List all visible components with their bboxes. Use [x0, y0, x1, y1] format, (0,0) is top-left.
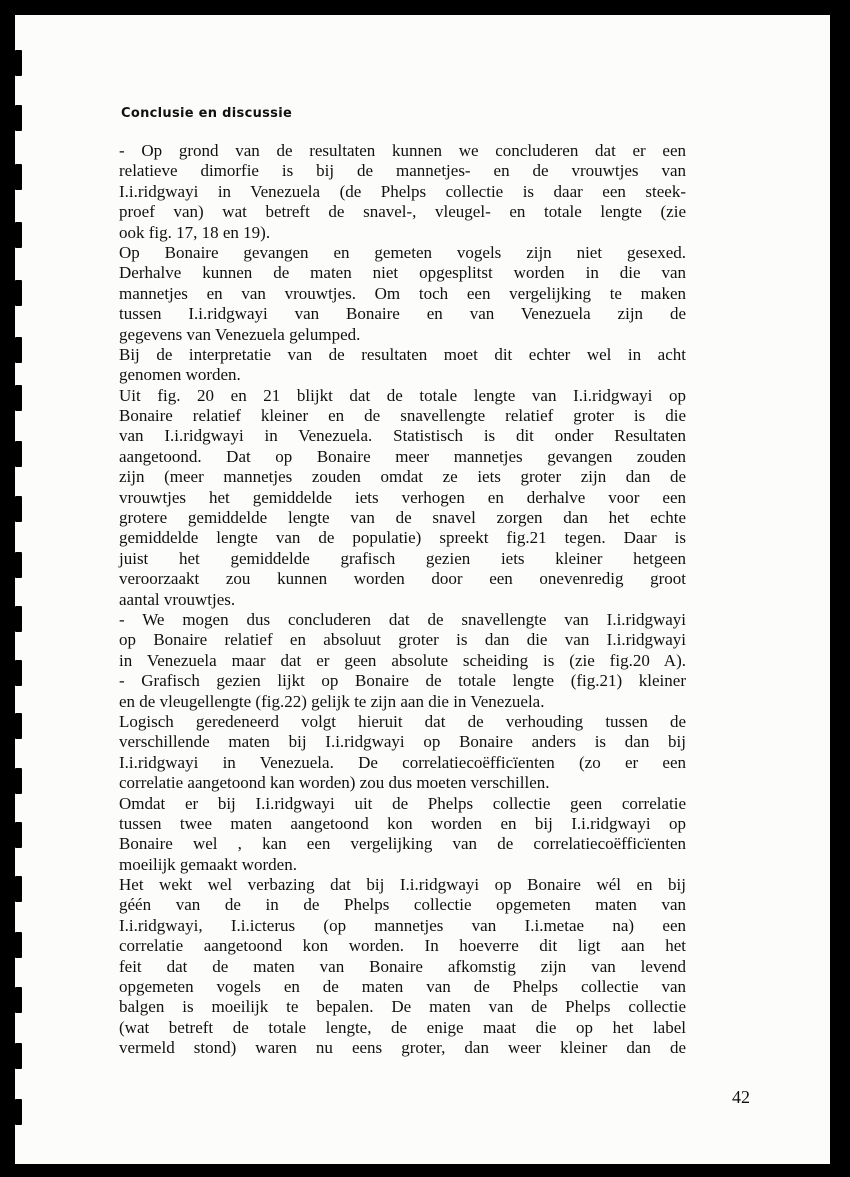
text-line: correlatie aangetoond kon worden. In hoeverre dit ligt aan het [119, 936, 686, 956]
binding-hole [15, 385, 22, 411]
text-line: zijn (meer mannetjes zouden omdat ze iets groter zijn dan de [119, 467, 686, 487]
binding-hole [15, 105, 22, 131]
text-line: gegevens van Venezuela gelumped. [119, 324, 361, 344]
text-line: I.i.ridgwayi in Venezuela (de Phelps collectie is daar een steek- [119, 181, 686, 201]
text-line: - Grafisch gezien lijkt op Bonaire de totale lengte (fig.21) kleiner [119, 671, 686, 691]
text-line: moeilijk gemaakt worden. [119, 854, 297, 874]
text-line: relatieve dimorfie is bij de mannetjes- en de vrouwtjes van [119, 161, 686, 181]
text-line: - Op grond van de resultaten kunnen we concluderen dat er een [119, 141, 686, 160]
text-line: Omdat er bij I.i.ridgwayi uit de Phelps collectie geen correlatie [119, 793, 686, 813]
text-line: I.i.ridgwayi, I.i.icterus (op mannetjes van I.i.metae na) een [119, 915, 686, 935]
text-line: aantal vrouwtjes. [119, 589, 236, 609]
text-line: Op Bonaire gevangen en gemeten vogels zijn niet gesexed. [119, 242, 686, 262]
section-heading: Conclusie en discussie [121, 106, 293, 121]
binding-hole [15, 768, 22, 794]
text-line: ook fig. 17, 18 en 19). [119, 222, 271, 242]
text-line: Bonaire wel , kan een vergelijking van de correlatiecoëfficïenten [119, 834, 686, 854]
text-line: aangetoond. Dat op Bonaire meer mannetjes gevangen zouden [119, 446, 686, 466]
binding-hole [15, 496, 22, 522]
text-line: veroorzaakt zou kunnen worden door een onevenredig groot [119, 569, 686, 589]
text-line: grotere gemiddelde lengte van de snavel zorgen dan het echte [119, 508, 686, 528]
binding-hole [15, 280, 22, 306]
text-line: op Bonaire relatief en absoluut groter is dan die van I.i.ridgwayi [119, 630, 686, 650]
text-line: correlatie aangetoond kan worden) zou dus moeten verschillen. [119, 773, 550, 793]
text-line: mannetjes en van vrouwtjes. Om toch een vergelijking te maken [119, 283, 686, 303]
text-line: Bij de interpretatie van de resultaten moet dit echter wel in acht [119, 344, 686, 364]
text-line: van I.i.ridgwayi in Venezuela. Statistisch is dit onder Resultaten [119, 426, 686, 446]
text-line: Bonaire relatief kleiner en de snavellengte relatief groter is die [119, 406, 686, 426]
text-line: in Venezuela maar dat er geen absolute scheiding is (zie fig.20 A). [119, 650, 686, 670]
text-line: Derhalve kunnen de maten niet opgesplitst worden in die van [119, 263, 686, 283]
text-line: géén van de in de Phelps collectie opgemeten maten van [119, 895, 686, 915]
text-line: genomen worden. [119, 365, 241, 385]
binding-hole [15, 876, 22, 902]
text-line: Logisch geredeneerd volgt hieruit dat de verhouding tussen de [119, 711, 686, 731]
binding-hole [15, 932, 22, 958]
text-line: tussen twee maten aangetoond kon worden en bij I.i.ridgwayi op [119, 813, 686, 833]
binding-hole [15, 164, 22, 190]
binding-hole [15, 222, 22, 248]
text-line: juist het gemiddelde grafisch gezien iets kleiner hetgeen [119, 548, 686, 568]
binding-hole [15, 660, 22, 686]
text-line: vrouwtjes het gemiddelde iets verhogen en derhalve voor een [119, 487, 686, 507]
text-line: gemiddelde lengte van de populatie) spreekt fig.21 tegen. Daar is [119, 528, 686, 548]
text-line: tussen I.i.ridgwayi van Bonaire en van Venezuela zijn de [119, 304, 686, 324]
text-line: - We mogen dus concluderen dat de snavellengte van I.i.ridgwayi [119, 609, 686, 629]
text-line: feit dat de maten van Bonaire afkomstig zijn van levend [119, 956, 686, 976]
binding-hole [15, 713, 22, 739]
document-page [15, 15, 830, 1164]
text-line: en de vleugellengte (fig.22) gelijk te zijn aan die in Venezuela. [119, 691, 545, 711]
binding-hole [15, 1043, 22, 1069]
page-number: 42 [732, 1087, 750, 1107]
binding-hole [15, 1099, 22, 1125]
text-line: (wat betreft de totale lengte, de enige maat die op het label [119, 1017, 686, 1037]
text-line: Het wekt wel verbazing dat bij I.i.ridgwayi op Bonaire wél en bij [119, 875, 686, 895]
text-line: vermeld stond) waren nu eens groter, dan weer kleiner dan de [119, 1038, 686, 1058]
text-line: proef van) wat betreft de snavel-, vleugel- en totale lengte (zie [119, 202, 686, 222]
body-text [119, 141, 686, 1059]
text-line: verschillende maten bij I.i.ridgwayi op Bonaire anders is dan bij [119, 732, 686, 752]
text-line: I.i.ridgwayi in Venezuela. De correlatiecoëfficïenten (zo er een [119, 752, 686, 772]
text-line: balgen is moeilijk te bepalen. De maten van de Phelps collectie [119, 997, 686, 1017]
binding-hole [15, 337, 22, 363]
binding-hole [15, 50, 22, 76]
binding-hole [15, 606, 22, 632]
binding-hole [15, 987, 22, 1013]
text-line: opgemeten vogels en de maten van de Phelps collectie van [119, 977, 686, 997]
text-line: Uit fig. 20 en 21 blijkt dat de totale lengte van I.i.ridgwayi op [119, 385, 686, 405]
binding-hole [15, 552, 22, 578]
binding-hole [15, 441, 22, 467]
binding-hole [15, 822, 22, 848]
